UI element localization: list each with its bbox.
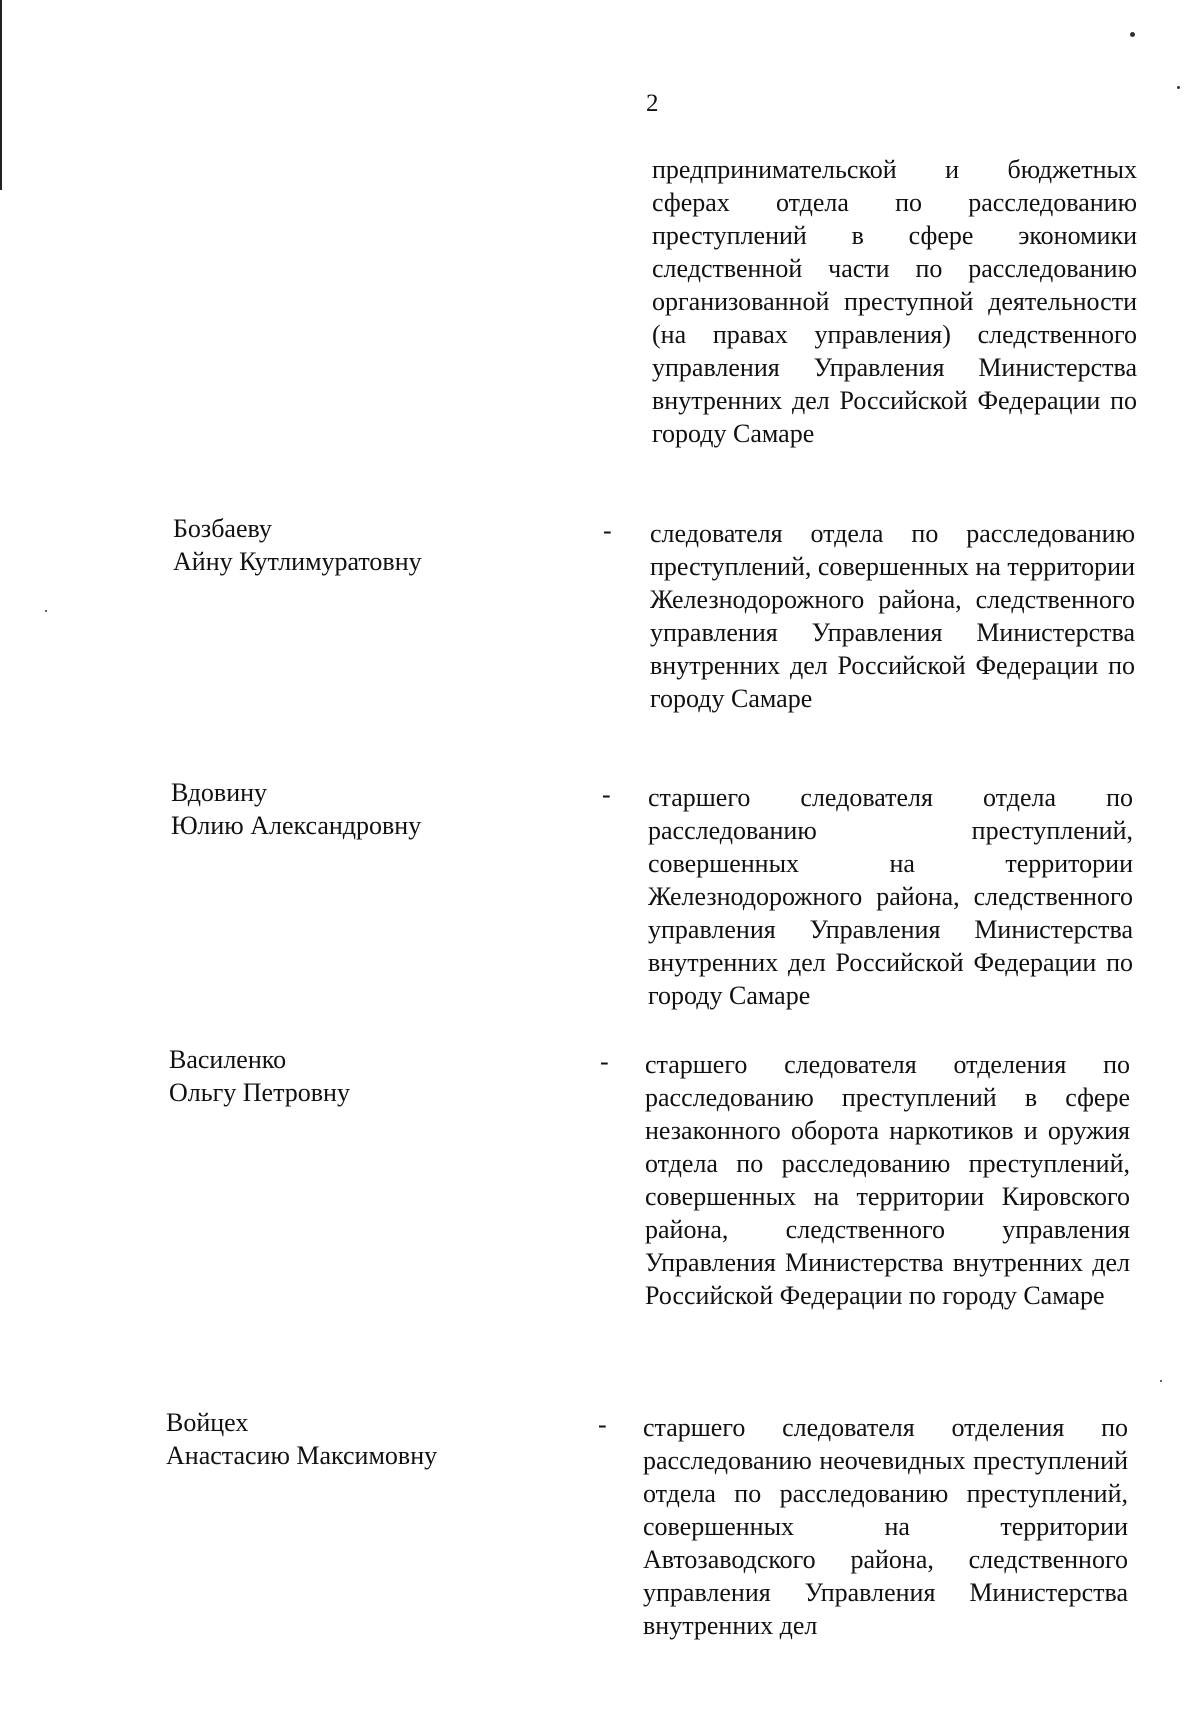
dash-separator: - <box>602 780 611 809</box>
scan-speck <box>1177 86 1180 89</box>
position-text: следователя отдела по расследованию преступлений, совершенных на территории Железнодорожного района, следственного управления Управления Министерства внутренних дел Российской Федерации по городу Самаре <box>650 519 1136 713</box>
dash-separator: - <box>603 516 612 545</box>
scan-speck <box>1130 32 1135 37</box>
position-text: старшего следователя отделения по расследованию неочевидных преступлений отдела по расследованию преступлений, совершенных на территории Автозаводского района, следственного управления Управления Министерства внутренних дел <box>643 1413 1128 1640</box>
person-name <box>166 1406 437 1472</box>
surname: Бозбаеву <box>173 514 272 543</box>
given-names: Айну Кутлимуратовну <box>173 547 422 576</box>
person-name <box>169 1043 350 1109</box>
given-names: Юлию Александровну <box>171 811 422 840</box>
page-number: 2 <box>646 90 659 117</box>
scan-speck <box>45 610 47 612</box>
surname: Василенко <box>169 1045 287 1074</box>
position-text: старшего следователя отдела по расследованию преступлений, совершенных на территории Железнодорожного района, следственного управления Управления Министерства внутренних дел Российской Федерации по городу Самаре <box>648 783 1133 1010</box>
given-names: Ольгу Петровну <box>169 1078 350 1107</box>
scan-edge-line <box>0 0 2 190</box>
person-name <box>171 776 421 842</box>
surname: Вдовину <box>171 778 268 807</box>
dash-separator: - <box>598 1410 607 1439</box>
dash-separator: - <box>600 1047 609 1076</box>
scan-speck <box>1160 1380 1162 1382</box>
position-text: старшего следователя отделения по расследованию преступлений в сфере незаконного оборота наркотиков и оружия отдела по расследованию преступлений, совершенных на территории Кировского района, следственного управления Управления Министерства внутренних дел Российской Федерации по городу Самаре <box>645 1050 1130 1310</box>
person-name <box>173 512 422 578</box>
given-names: Анастасию Максимовну <box>166 1441 438 1470</box>
continuation-text: предпринимательской и бюджетных сферах отдела по расследованию преступлений в сфере экономики следственной части по расследованию организованной преступной деятельности (на правах управления) следственного управления Управления Министерства внутренних дел Российской Федерации по городу Самаре <box>652 155 1137 448</box>
surname: Войцех <box>166 1408 249 1437</box>
